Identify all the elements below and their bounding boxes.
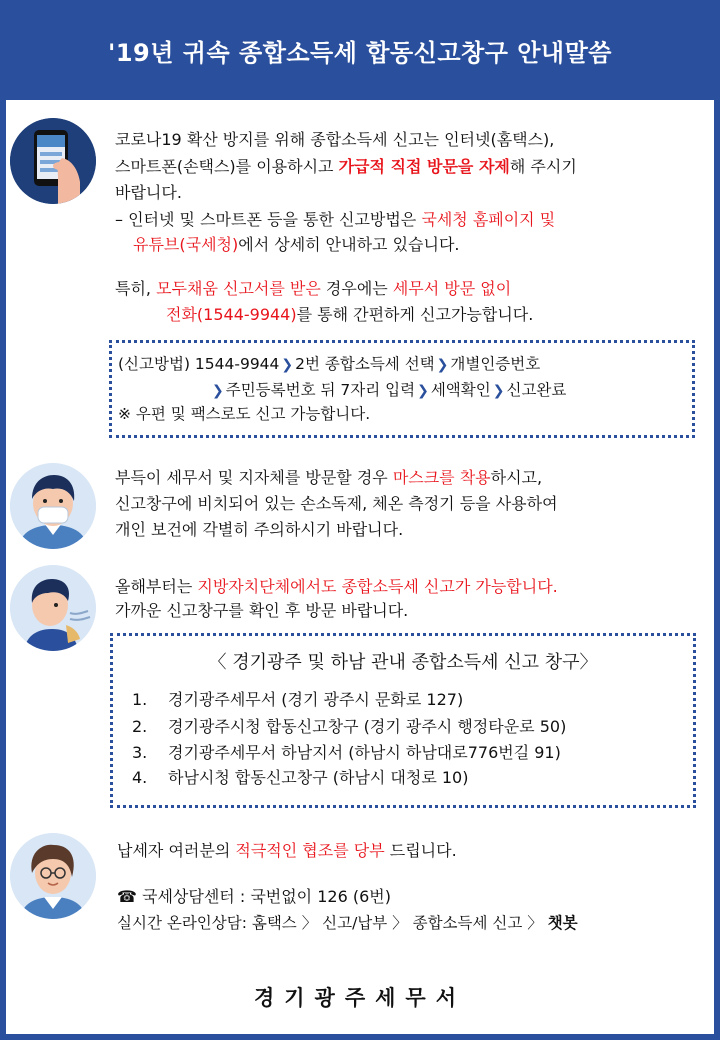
section3-text: 올해부터는 — [115, 577, 198, 596]
section1-text: 경우에는 — [320, 279, 393, 298]
highlight-text: 국세청 홈페이지 및 — [421, 210, 556, 229]
offices-title-text: 〈 경기광주 및 하남 관내 종합소득세 신고 창구〉 — [208, 652, 598, 673]
method-note — [118, 402, 370, 426]
section3-line1 — [115, 575, 558, 599]
chevron-right-icon: ❯ — [436, 357, 449, 373]
section1-text: 에서 상세히 안내하고 있습니다. — [238, 235, 460, 254]
highlight-text: 전화(1544-9944) — [166, 305, 297, 324]
online-line — [117, 911, 578, 935]
highlight-text: 마스크를 착용 — [392, 468, 491, 487]
online-text: 실시간 온라인상담: 홈택스 〉 신고/납부 〉 종합소득세 신고 〉 — [117, 914, 548, 932]
chevron-right-icon: ❯ — [212, 383, 224, 399]
phone-text: ☎ 국세상담센터 : 국번없이 126 (6번) — [117, 887, 391, 906]
section1-text: 를 통해 간편하게 신고가능합니다. — [296, 305, 534, 324]
office-text: 경기광주세무서 (경기 광주시 문화로 127) — [168, 690, 464, 709]
office-signature: 경기광주세무서 — [253, 986, 466, 1010]
section2-text: 부득이 세무서 및 지자체를 방문할 경우 — [115, 468, 393, 487]
section1-line3 — [115, 181, 182, 205]
office-item — [132, 766, 468, 790]
section1-line4 — [115, 208, 555, 232]
section2-line1 — [115, 466, 542, 490]
section1-line2 — [115, 155, 577, 179]
method-line2 — [210, 378, 566, 403]
section1-text: 바랍니다. — [115, 183, 182, 202]
highlight-text: 가급적 직접 방문을 자제 — [338, 157, 510, 176]
office-item — [132, 715, 566, 739]
section2-text: 하시고, — [490, 468, 543, 487]
highlight-text: 지방자치단체에서도 종합소득세 신고가 가능합니다. — [197, 577, 558, 596]
section4-line1 — [117, 839, 457, 863]
office-number: 1. — [132, 690, 148, 709]
cough-person-icon — [10, 565, 96, 651]
method-step: 신고완료 — [506, 381, 567, 399]
chevron-right-icon: ❯ — [417, 383, 429, 399]
section1-text: 스마트폰(손택스)를 이용하시고 — [115, 157, 339, 176]
section2-text: 신고창구에 비치되어 있는 손소독제, 체온 측정기 등을 사용하여 — [115, 494, 558, 513]
section1-line5 — [133, 233, 460, 257]
section4-text: 납세자 여러분의 — [117, 841, 236, 860]
highlight-text: 모두채움 신고서를 받은 — [156, 279, 321, 298]
chevron-right-icon: ❯ — [492, 383, 505, 399]
highlight-text: 유튜브(국세청) — [133, 235, 239, 254]
header-banner — [0, 0, 720, 100]
office-item — [132, 741, 561, 765]
section4-text: 드립니다. — [384, 841, 457, 860]
section2-line3 — [115, 518, 403, 542]
method-prefix: (신고방법) 1544-9944 — [118, 355, 280, 373]
section1-text: 코로나19 확산 방지를 위해 종합소득세 신고는 인터넷(홈택스), — [115, 130, 555, 149]
section1-line7 — [166, 303, 533, 327]
office-item — [132, 688, 463, 712]
section3-line2 — [115, 599, 408, 623]
section1-text: 특히, — [115, 279, 157, 298]
office-text: 경기광주세무서 하남지서 (하남시 하남대로776번길 91) — [168, 743, 561, 762]
section1-text: – 인터넷 및 스마트폰 등을 통한 신고방법은 — [115, 210, 422, 229]
mask-person-icon — [10, 463, 96, 549]
smartphone-icon — [10, 118, 96, 204]
office-text: 하남시청 합동신고창구 (하남시 대청로 10) — [168, 768, 469, 787]
section1-text: 해 주시기 — [509, 157, 577, 176]
office-text: 경기광주시청 합동신고창구 (경기 광주시 행정타운로 50) — [168, 717, 567, 736]
section1-line6 — [115, 277, 511, 301]
office-number: 2. — [132, 717, 148, 736]
section1-line1 — [115, 128, 554, 152]
method-step: 개별인증번호 — [450, 355, 541, 373]
method-step: 세액확인 — [430, 381, 491, 399]
office-number: 4. — [132, 768, 148, 787]
highlight-text: 세무서 방문 없이 — [392, 279, 512, 298]
method-line1 — [118, 352, 540, 377]
method-note-text: ※ 우편 및 팩스로도 신고 가능합니다. — [118, 405, 371, 423]
highlight-text: 적극적인 협조를 당부 — [235, 841, 385, 860]
phone-line — [117, 885, 391, 909]
section2-line2 — [115, 492, 558, 516]
section3-text: 가까운 신고창구를 확인 후 방문 바랍니다. — [115, 601, 409, 620]
chevron-right-icon: ❯ — [281, 357, 294, 373]
officer-icon — [10, 833, 96, 919]
office-number: 3. — [132, 743, 148, 762]
page-title: '19년 귀속 종합소득세 합동신고창구 안내말씀 — [108, 38, 612, 67]
section2-text: 개인 보건에 각별히 주의하시기 바랍니다. — [115, 520, 404, 539]
chatbot-text: 챗봇 — [547, 914, 578, 932]
offices-title — [110, 651, 696, 675]
method-step: 2번 종합소득세 선택 — [295, 355, 435, 373]
method-step: 주민등록번호 뒤 7자리 입력 — [225, 381, 416, 399]
